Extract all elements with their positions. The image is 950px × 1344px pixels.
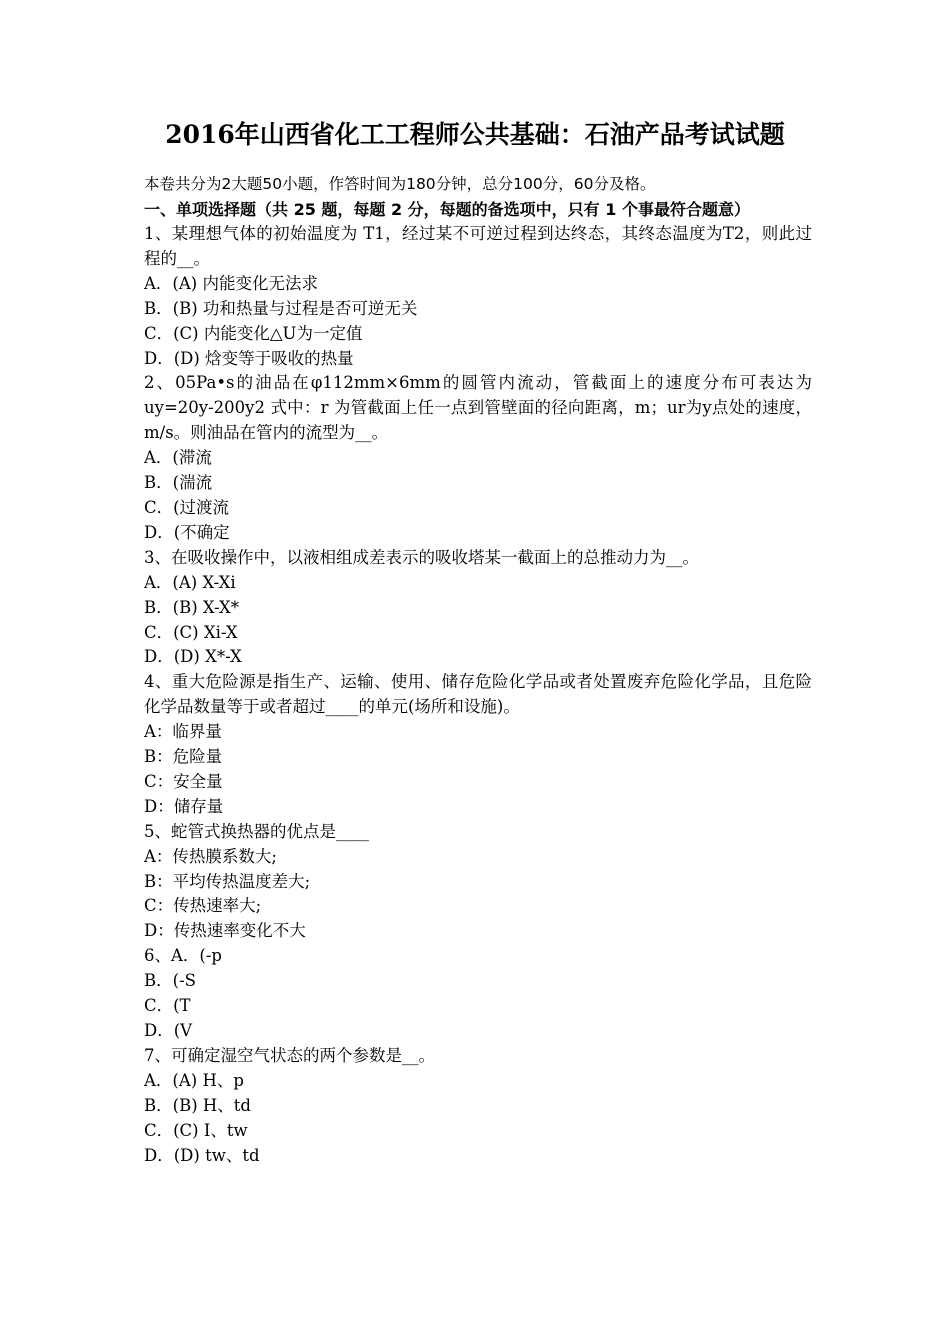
question-stem: 2、05Pa•s的油品在φ112mm×6mm的圆管内流动，管截面上的速度分布可表达为 uy=20y-200y2 式中：r 为管截面上任一点到管壁面的径向距离，m；ur为y点处的速度，m/s。则油品在管内的流型为__。	[144, 373, 812, 443]
answer-option: B．(湍流	[144, 473, 213, 493]
answer-option: D．(V	[144, 1021, 193, 1040]
answer-option: B．(B) 功和热量与过程是否可逆无关	[144, 298, 418, 318]
question-stem: 5、蛇管式换热器的优点是____	[144, 821, 369, 841]
question-block	[144, 371, 812, 545]
answer-option: B．(B) H、td	[144, 1095, 251, 1115]
question-block	[144, 546, 812, 671]
answer-option: A．(A) H、p	[144, 1070, 244, 1090]
answer-option: B：平均传热温度差大;	[144, 871, 311, 891]
document-title: 2016年山西省化工工程师公共基础：石油产品考试试题	[165, 120, 785, 149]
question-block	[144, 1044, 812, 1169]
answer-option: A．(A) X-Xi	[144, 572, 236, 592]
answer-option: B：危险量	[144, 747, 223, 767]
answer-option: C：传热速率大;	[144, 896, 262, 916]
question-stem: 7、可确定湿空气状态的两个参数是__。	[144, 1045, 435, 1065]
answer-option: A．(A) 内能变化无法求	[144, 273, 318, 293]
question-block	[144, 670, 812, 819]
question-block	[144, 944, 812, 1044]
section-heading: 一、单项选择题（共 25 题，每题 2 分，每题的备选项中，只有 1 个事最符合题意）	[144, 200, 750, 219]
question-stem: 1、某理想气体的初始温度为 T1，经过某不可逆过程到达终态，其终态温度为T2，则此过程的__。	[144, 224, 812, 268]
answer-option: C．(C) 内能变化△U为一定值	[144, 323, 363, 343]
answer-option: D：储存量	[144, 796, 224, 816]
answer-option: C．(C) I、tw	[144, 1120, 248, 1140]
document-body	[144, 172, 812, 1168]
answer-option: D．(D) 焓变等于吸收的热量	[144, 348, 354, 368]
answer-option: D．(不确定	[144, 522, 230, 542]
answer-option: B．(B) X-X*	[144, 597, 240, 617]
question-stem: 6、A．(-p	[144, 946, 222, 966]
question-block	[144, 222, 812, 371]
answer-option: D．(D) tw、td	[144, 1145, 260, 1165]
answer-option: A：临界量	[144, 722, 222, 742]
answer-option: A．(滞流	[144, 448, 212, 468]
answer-option: D：传热速率变化不大	[144, 921, 306, 941]
answer-option: D．(D) X*-X	[144, 647, 242, 667]
answer-option: C．(T	[144, 996, 191, 1016]
answer-option: C：安全量	[144, 771, 223, 791]
answer-option: C．(C) Xi-X	[144, 622, 238, 642]
answer-option: C．(过渡流	[144, 497, 230, 517]
question-stem: 4、重大危险源是指生产、运输、使用、储存危险化学品或者处置废弃危险化学品，且危险化学品数量等于或者超过____的单元(场所和设施)。	[144, 672, 812, 717]
exam-instructions: 本卷共分为2大题50小题，作答时间为180分钟，总分100分，60分及格。	[144, 175, 656, 193]
answer-option: A：传热膜系数大;	[144, 846, 277, 866]
question-stem: 3、在吸收操作中，以液相组成差表示的吸收塔某一截面上的总推动力为__。	[144, 547, 699, 567]
answer-option: B．(-S	[144, 971, 196, 991]
question-block	[144, 820, 812, 945]
